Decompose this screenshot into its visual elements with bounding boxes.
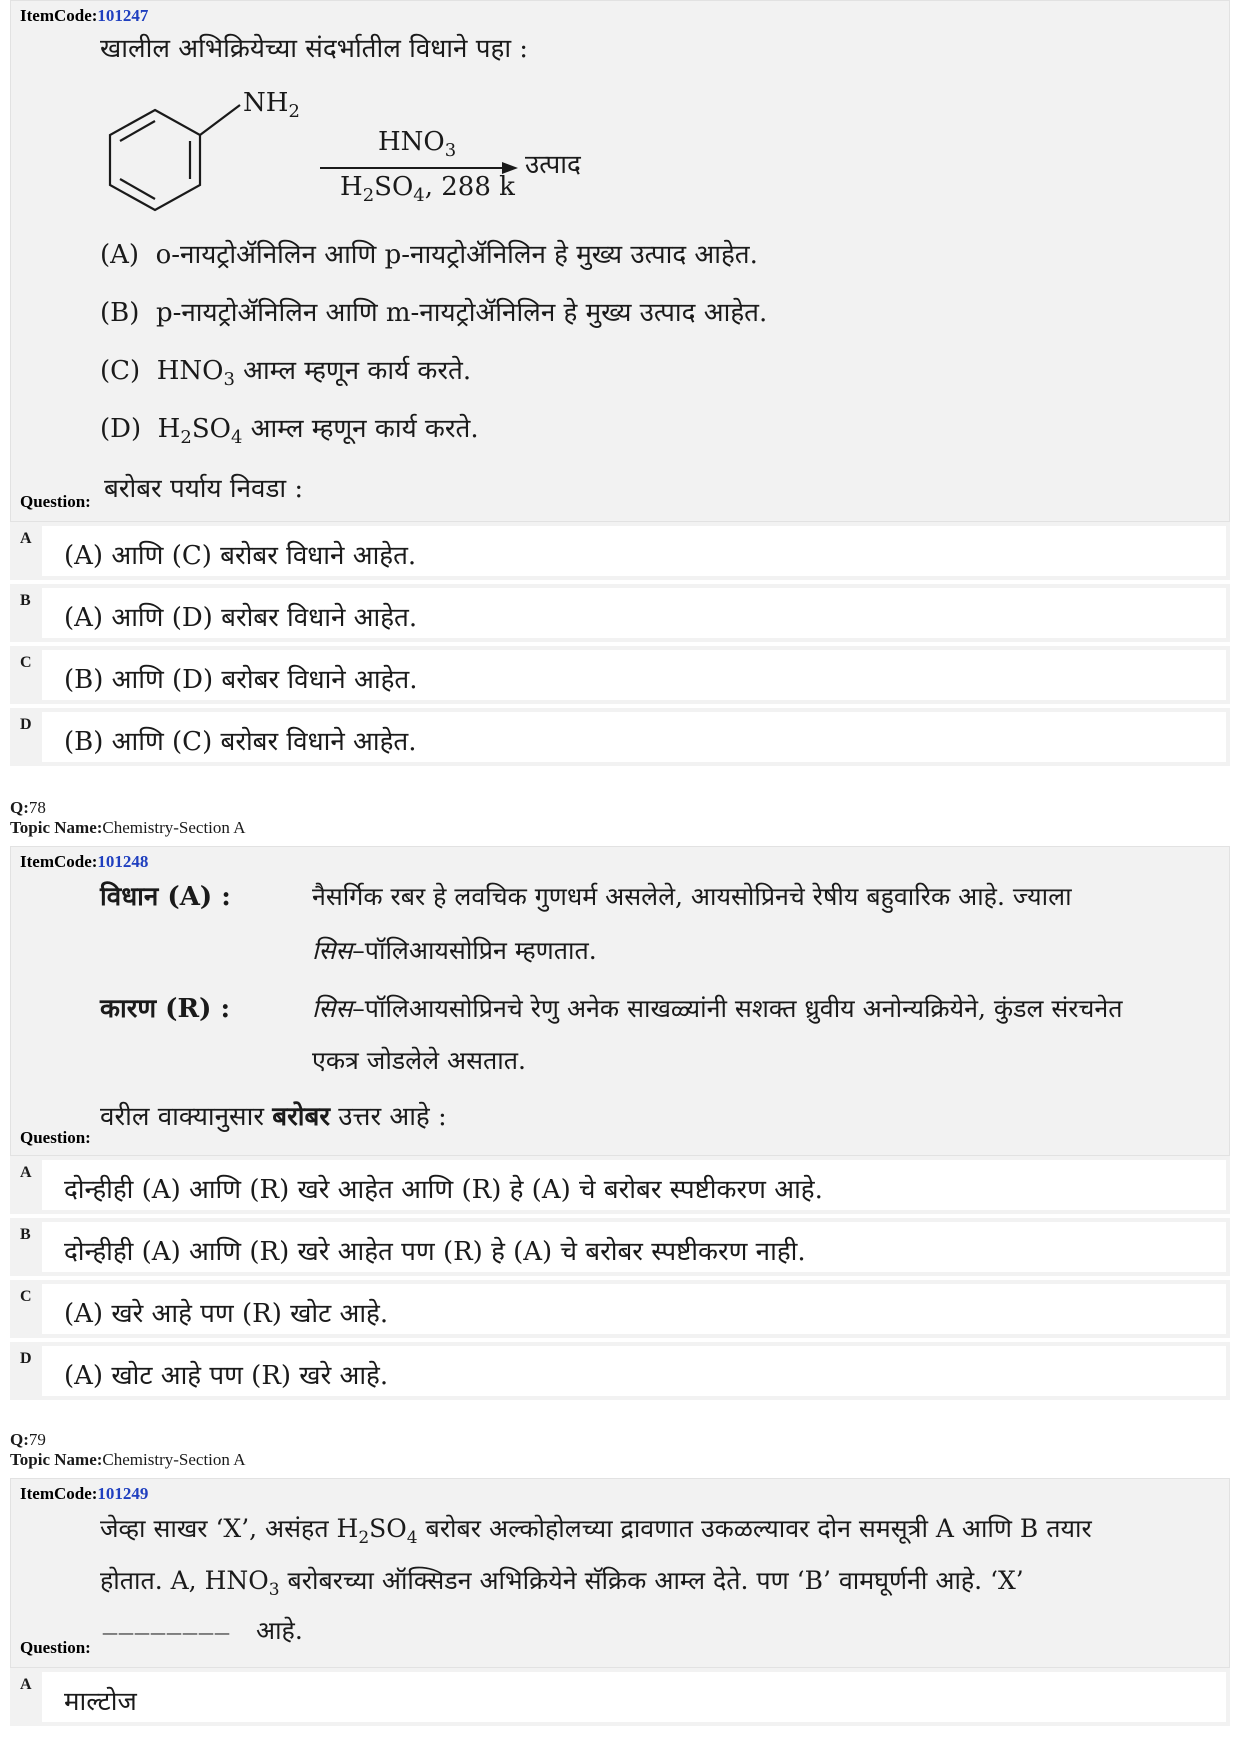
option-b-row-q78[interactable]: B दोन्हीही (A) आणि (R) खरे आहेत पण (R) हे (A) चे बरोबर स्पष्टीकरण नाही.	[10, 1218, 1230, 1276]
assertion-line-1: नैसर्गिक रबर हे लवचिक गुणधर्म असलेले, आयसोप्रिनचे रेषीय बहुवारिक आहे. ज्याला	[312, 882, 1072, 911]
option-letter: A	[20, 530, 32, 547]
option-box[interactable]: (A) खोट आहे पण (R) खरे आहे.	[42, 1346, 1226, 1396]
reagent-bottom: $H_2SO_4$, 288 k	[340, 172, 515, 207]
option-text: (A) आणि (C) बरोबर विधाने आहेत.	[64, 541, 417, 571]
item-code-value: 101247	[97, 6, 149, 25]
benzene-ring	[110, 110, 200, 210]
option-text: (B) आणि (D) बरोबर विधाने आहेत.	[64, 665, 418, 695]
option-box[interactable]: माल्टोज	[42, 1672, 1226, 1722]
option-box[interactable]	[42, 588, 1226, 638]
item-code-label: ItemCode:	[20, 6, 98, 25]
question-label-q79: Question:	[20, 1638, 91, 1657]
option-text: (A) आणि (D) बरोबर विधाने आहेत.	[64, 603, 418, 633]
option-text: (B) आणि (C) बरोबर विधाने आहेत.	[64, 727, 417, 757]
option-c-row-q78[interactable]: C (A) खरे आहे पण (R) खोट आहे.	[10, 1280, 1230, 1338]
option-box[interactable]	[42, 712, 1226, 762]
option-a-row-q79[interactable]: A माल्टोज	[10, 1668, 1230, 1726]
option-box[interactable]: दोन्हीही (A) आणि (R) खरे आहेत पण (R) हे (A) चे बरोबर स्पष्टीकरण नाही.	[42, 1222, 1226, 1272]
statement-c: (C) $HNO_3$ आम्ल म्हणून कार्य करते.	[100, 356, 472, 391]
topic-label: Topic Name:	[10, 818, 103, 837]
q-number: 78	[28, 798, 46, 817]
option-b-row-q77[interactable]	[10, 584, 1230, 642]
assertion-line-2: सिस–पॉलिआयसोप्रिन म्हणतात.	[312, 936, 597, 965]
q77-question-text: बरोबर पर्याय निवडा :	[104, 474, 304, 504]
topic-name: Chemistry-Section A	[102, 818, 246, 837]
item-code-q79: ItemCode:101249	[20, 1484, 149, 1503]
statement-b: (B) p-नायट्रोॲनिलिन आणि m-नायट्रोॲनिलिन हे मुख्य उत्पाद आहेत.	[100, 298, 768, 328]
q79-line-3: आहे.	[256, 1616, 303, 1645]
q78-header	[10, 798, 245, 838]
amine-bond	[200, 105, 240, 135]
reason-label: कारण (R) :	[100, 994, 231, 1024]
option-letter: D	[20, 716, 32, 733]
question-label-q77: Question:	[20, 492, 91, 511]
option-a-row-q78[interactable]: A दोन्हीही (A) आणि (R) खरे आहेत आणि (R) हे (A) चे बरोबर स्पष्टीकरण आहे.	[10, 1156, 1230, 1214]
option-box[interactable]: (A) खरे आहे पण (R) खोट आहे.	[42, 1284, 1226, 1334]
option-d-row-q78[interactable]: D (A) खोट आहे पण (R) खरे आहे.	[10, 1342, 1230, 1400]
option-box[interactable]	[42, 526, 1226, 576]
amine-group-label: $NH_2$	[243, 88, 300, 123]
option-d-row-q77[interactable]	[10, 708, 1230, 766]
statement-d: (D) $H_2SO_4$ आम्ल म्हणून कार्य करते.	[100, 414, 479, 449]
item-code-q78: ItemCode:101248	[20, 852, 149, 871]
q79-header: Q:79 Topic Name:Chemistry-Section A	[10, 1430, 246, 1469]
reagent-top: $HNO_3$	[378, 127, 457, 162]
option-box[interactable]: दोन्हीही (A) आणि (R) खरे आहेत आणि (R) हे (A) चे बरोबर स्पष्टीकरण आहे.	[42, 1160, 1226, 1210]
q77-stem: खालील अभिक्रियेच्या संदर्भातील विधाने पहा :	[100, 34, 529, 64]
reason-line-1: सिस–पॉलिआयसोप्रिनचे रेणु अनेक साखळ्यांनी सशक्त ध्रुवीय अनोन्यक्रियेने, कुंडल संरचनेत	[312, 994, 1123, 1023]
option-letter: C	[20, 654, 32, 671]
q-label: Q:	[10, 798, 29, 817]
question-label-q78: Question:	[20, 1128, 91, 1147]
q79-line-2: होतात. A, $HNO_3$ बरोबरच्या ऑक्सिडन अभिक्रियेने सॅक्रिक आम्ल देते. पण ‘B’ वामघूर्णनी आहे. ‘X’	[100, 1566, 1024, 1600]
reaction-product: उत्पाद	[525, 150, 581, 180]
reason-line-2: एकत्र जोडलेले असतात.	[312, 1046, 526, 1075]
q78-question-text: वरील वाक्यानुसार बरोबर उत्तर आहे :	[100, 1102, 447, 1132]
option-box[interactable]	[42, 650, 1226, 700]
assertion-label: विधान (A) :	[100, 882, 231, 912]
q79-line-1: जेव्हा साखर ‘X’, असंहत $H_2SO_4$ बरोबर अल्कोहोलच्या द्रावणात उकळल्यावर दोन समसूत्री A आणि B तयार	[100, 1514, 1092, 1548]
q79-blank: ————————	[102, 1623, 230, 1642]
option-a-row-q77[interactable]	[10, 522, 1230, 580]
item-code-q77	[20, 6, 148, 26]
option-letter: B	[20, 592, 31, 609]
option-c-row-q77[interactable]	[10, 646, 1230, 704]
statement-a: (A) o-नायट्रोॲनिलिन आणि p-नायट्रोॲनिलिन हे मुख्य उत्पाद आहेत.	[100, 240, 758, 270]
